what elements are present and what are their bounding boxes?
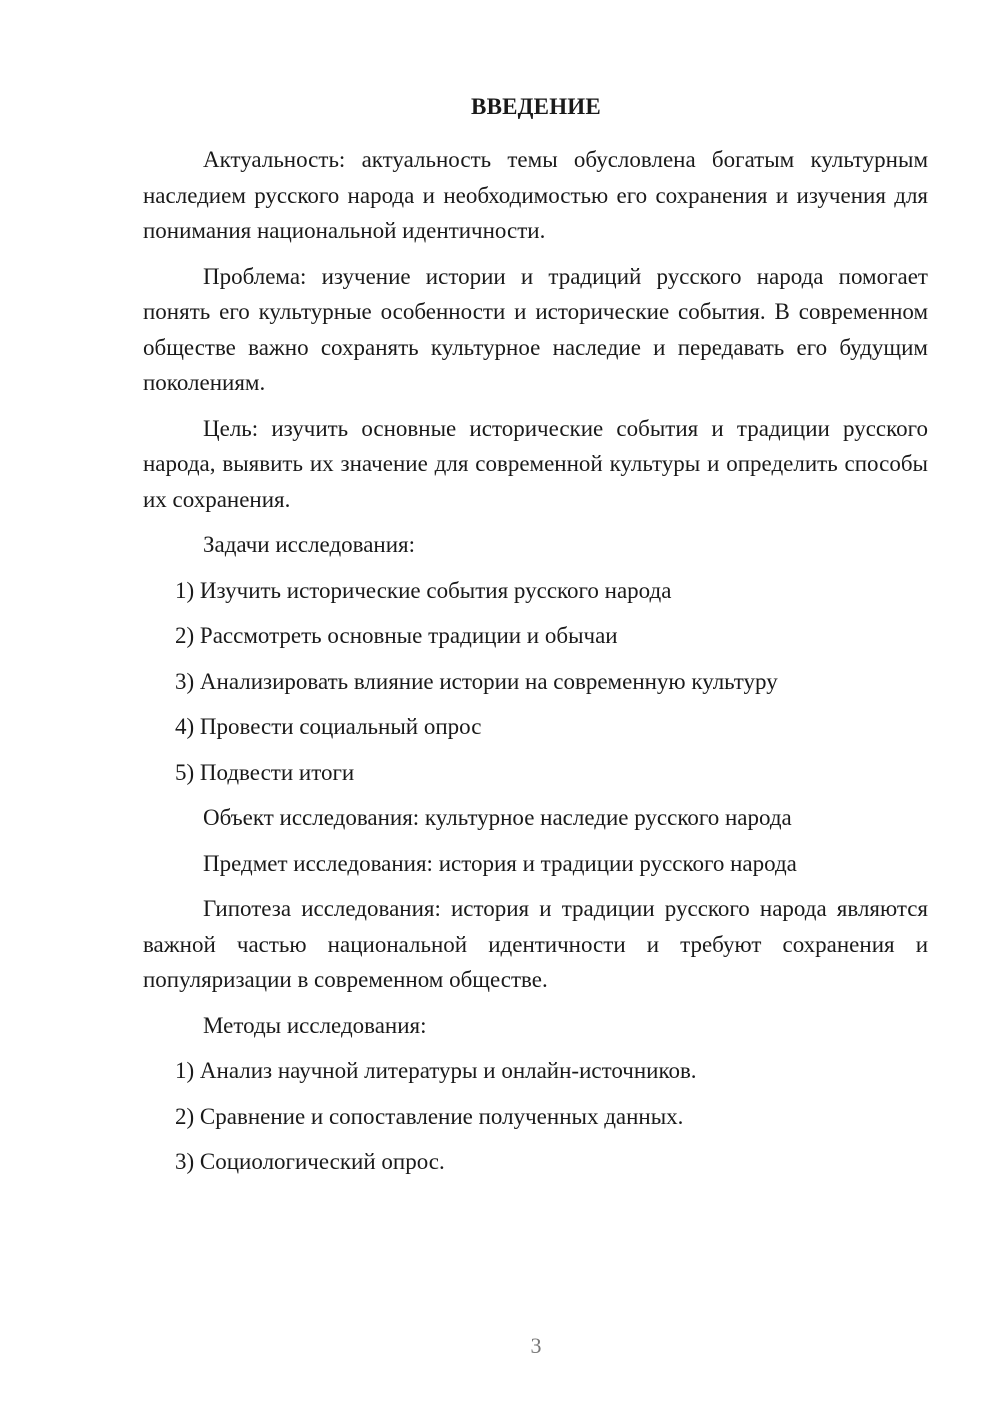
tasks-list	[143, 573, 928, 791]
list-item: 1) Анализ научной литературы и онлайн-источников.	[175, 1058, 697, 1083]
paragraph-problem: Проблема: изучение истории и традиций русского народа помогает понять его культурные особенности и исторические события. В современном обществе важно сохранять культурное наследие и передавать его будущим поколениям.	[143, 263, 928, 395]
list-item: 2) Сравнение и сопоставление полученных данных.	[175, 1103, 684, 1129]
list-item: 5) Подвести итоги	[175, 759, 355, 785]
list-item: 4) Провести социальный опрос	[175, 714, 482, 739]
research-object: Объект исследования: культурное наследие русского народа	[203, 805, 792, 830]
paragraph-goal: Цель: изучить основные исторические события и традиции русского народа, выявить их значение для современной культуры и определить способы их сохранения.	[143, 415, 928, 512]
methods-list	[143, 1053, 928, 1180]
page-title: ВВЕДЕНИЕ	[471, 94, 601, 119]
tasks-heading: Задачи исследования:	[203, 532, 416, 557]
paragraph-hypothesis: Гипотеза исследования: история и традиции русского народа являются важной частью национальной идентичности и требуют сохранения и популяризации в современном обществе.	[143, 896, 928, 992]
document-body	[143, 142, 928, 1190]
page-number: 3	[530, 1333, 542, 1358]
list-item: 1) Изучить исторические события русского народа	[175, 577, 672, 603]
list-item: 2) Рассмотреть основные традиции и обычаи	[175, 623, 618, 648]
paragraph-relevance: Актуальность: актуальность темы обусловлена богатым культурным наследием русского народа и необходимостью его сохранения и изучения для понимания национальной идентичности.	[143, 147, 928, 243]
list-item: 3) Социологический опрос.	[175, 1149, 445, 1174]
methods-heading: Методы исследования:	[203, 1012, 427, 1038]
list-item: 3) Анализировать влияние истории на современную культуру	[175, 668, 778, 694]
research-subject: Предмет исследования: история и традиции русского народа	[203, 850, 797, 876]
